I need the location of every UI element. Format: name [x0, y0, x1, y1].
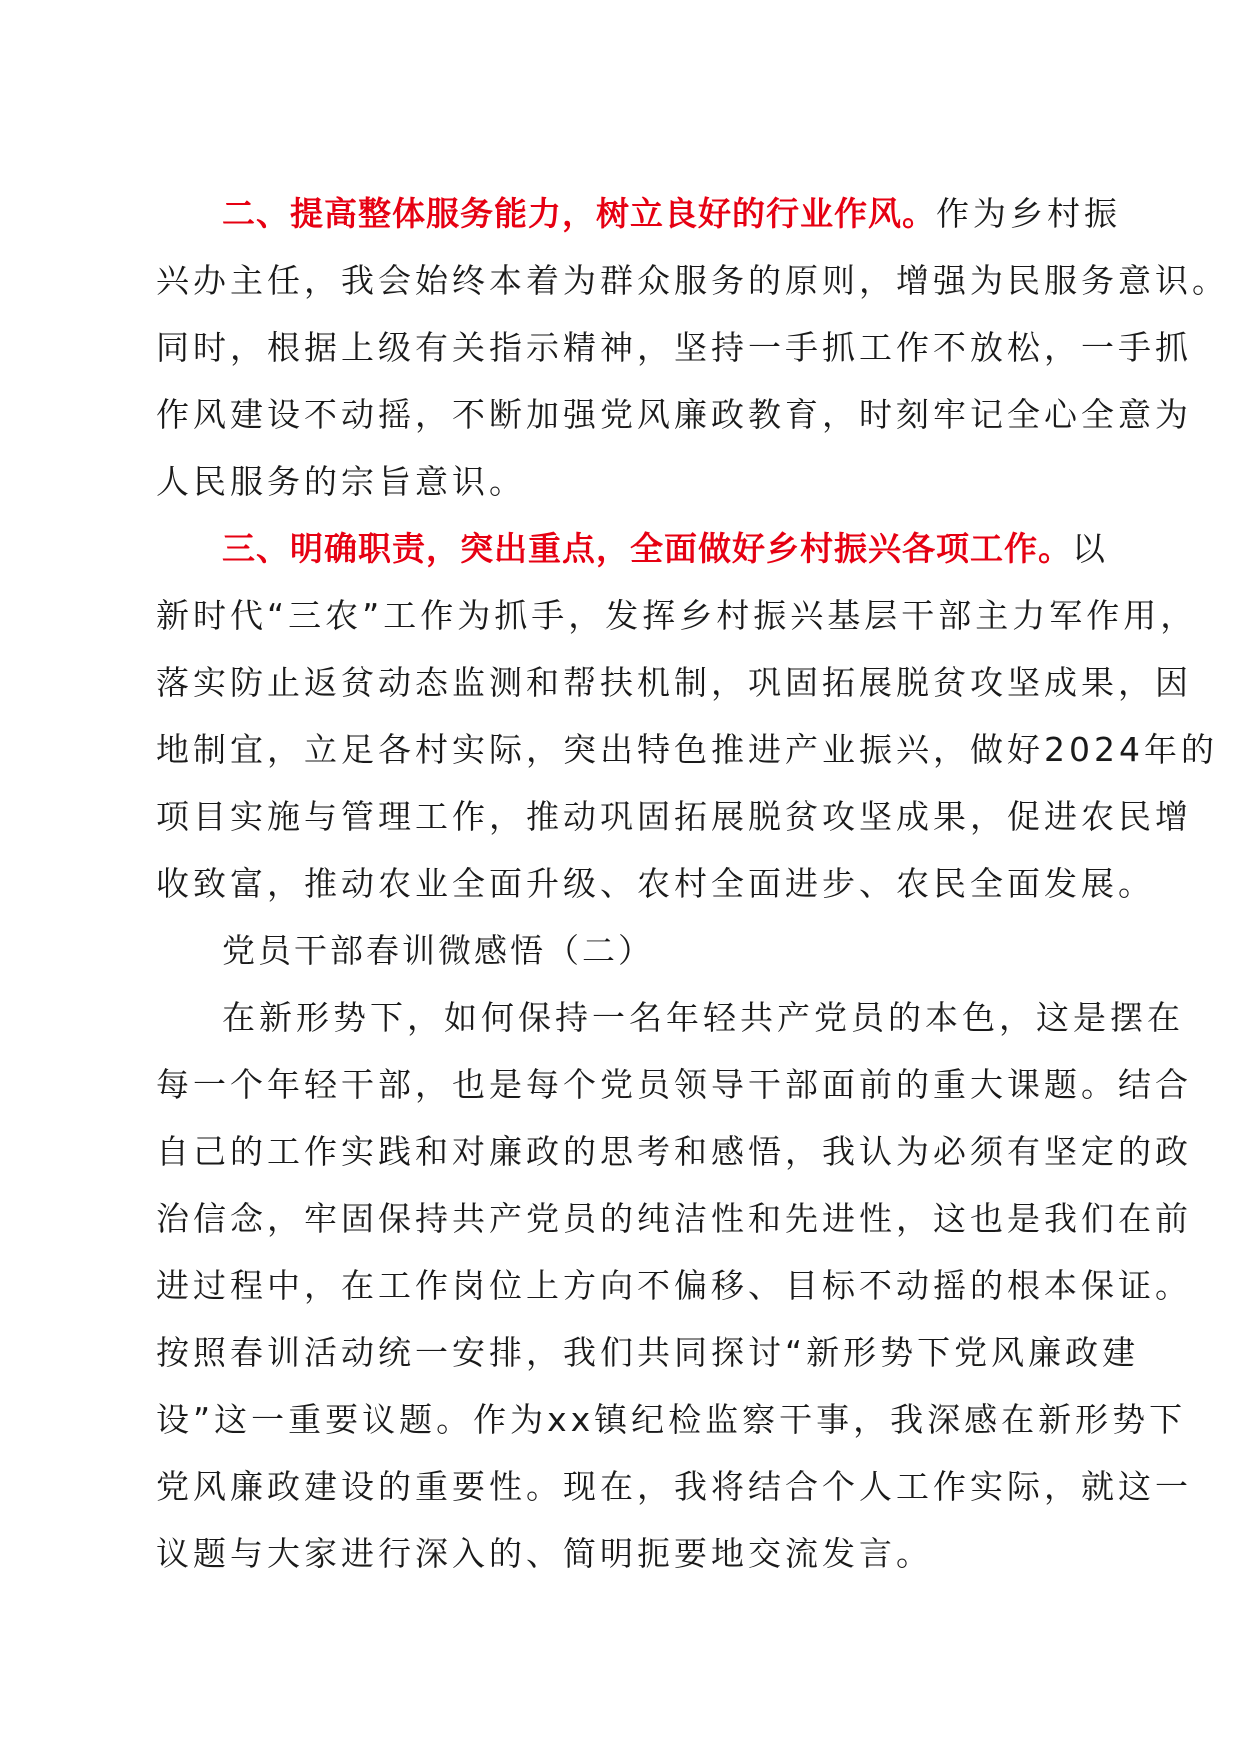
section3-line: 收致富，推动农业全面升级、农村全面进步、农民全面发展。 [156, 864, 1155, 903]
section2-first-line [156, 180, 1121, 247]
section2-line: 兴办主任，我会始终本着为群众服务的原则，增强为民服务意识。 [156, 261, 1229, 300]
section3-first-line [156, 515, 1109, 582]
section3-text: 以 [1072, 529, 1109, 568]
article2-title: 党员干部春训微感悟（二） [222, 931, 654, 970]
article2-line: 在新形势下，如何保持一名年轻共产党员的本色，这是摆在 [222, 998, 1184, 1037]
article2-line: 进过程中，在工作岗位上方向不偏移、目标不动摇的根本保证。 [156, 1266, 1192, 1305]
article2-line: 治信念，牢固保持共产党员的纯洁性和先进性，这也是我们在前 [156, 1199, 1192, 1238]
section2-line: 作风建设不动摇，不断加强党风廉政教育，时刻牢记全心全意为 [156, 395, 1192, 434]
section3-line: 地制宜，立足各村实际，突出特色推进产业振兴，做好2024年的 [156, 730, 1218, 769]
document-body [156, 180, 1229, 1587]
article2-line: 设”这一重要议题。作为xx镇纪检监察干事，我深感在新形势下 [156, 1400, 1187, 1439]
article2-line: 每一个年轻干部，也是每个党员领导干部面前的重大课题。结合 [156, 1065, 1192, 1104]
section3-heading: 三、明确职责，突出重点，全面做好乡村振兴各项工作。 [222, 529, 1072, 568]
section3-line: 新时代“三农”工作为抓手，发挥乡村振兴基层干部主力军作用， [156, 596, 1198, 635]
article2-line: 自己的工作实践和对廉政的思考和感悟，我认为必须有坚定的政 [156, 1132, 1192, 1171]
article2-line: 议题与大家进行深入的、简明扼要地交流发言。 [156, 1534, 933, 1573]
section2-line: 人民服务的宗旨意识。 [156, 462, 526, 501]
section2-text: 作为乡村振 [936, 194, 1121, 233]
section2-heading: 二、提高整体服务能力，树立良好的行业作风。 [222, 194, 936, 233]
section3-line: 落实防止返贫动态监测和帮扶机制，巩固拓展脱贫攻坚成果，因 [156, 663, 1192, 702]
section2-line: 同时，根据上级有关指示精神，坚持一手抓工作不放松，一手抓 [156, 328, 1192, 367]
section3-line: 项目实施与管理工作，推动巩固拓展脱贫攻坚成果，促进农民增 [156, 797, 1192, 836]
article2-line: 党风廉政建设的重要性。现在，我将结合个人工作实际，就这一 [156, 1467, 1192, 1506]
article2-line: 按照春训活动统一安排，我们共同探讨“新形势下党风廉政建 [156, 1333, 1140, 1372]
